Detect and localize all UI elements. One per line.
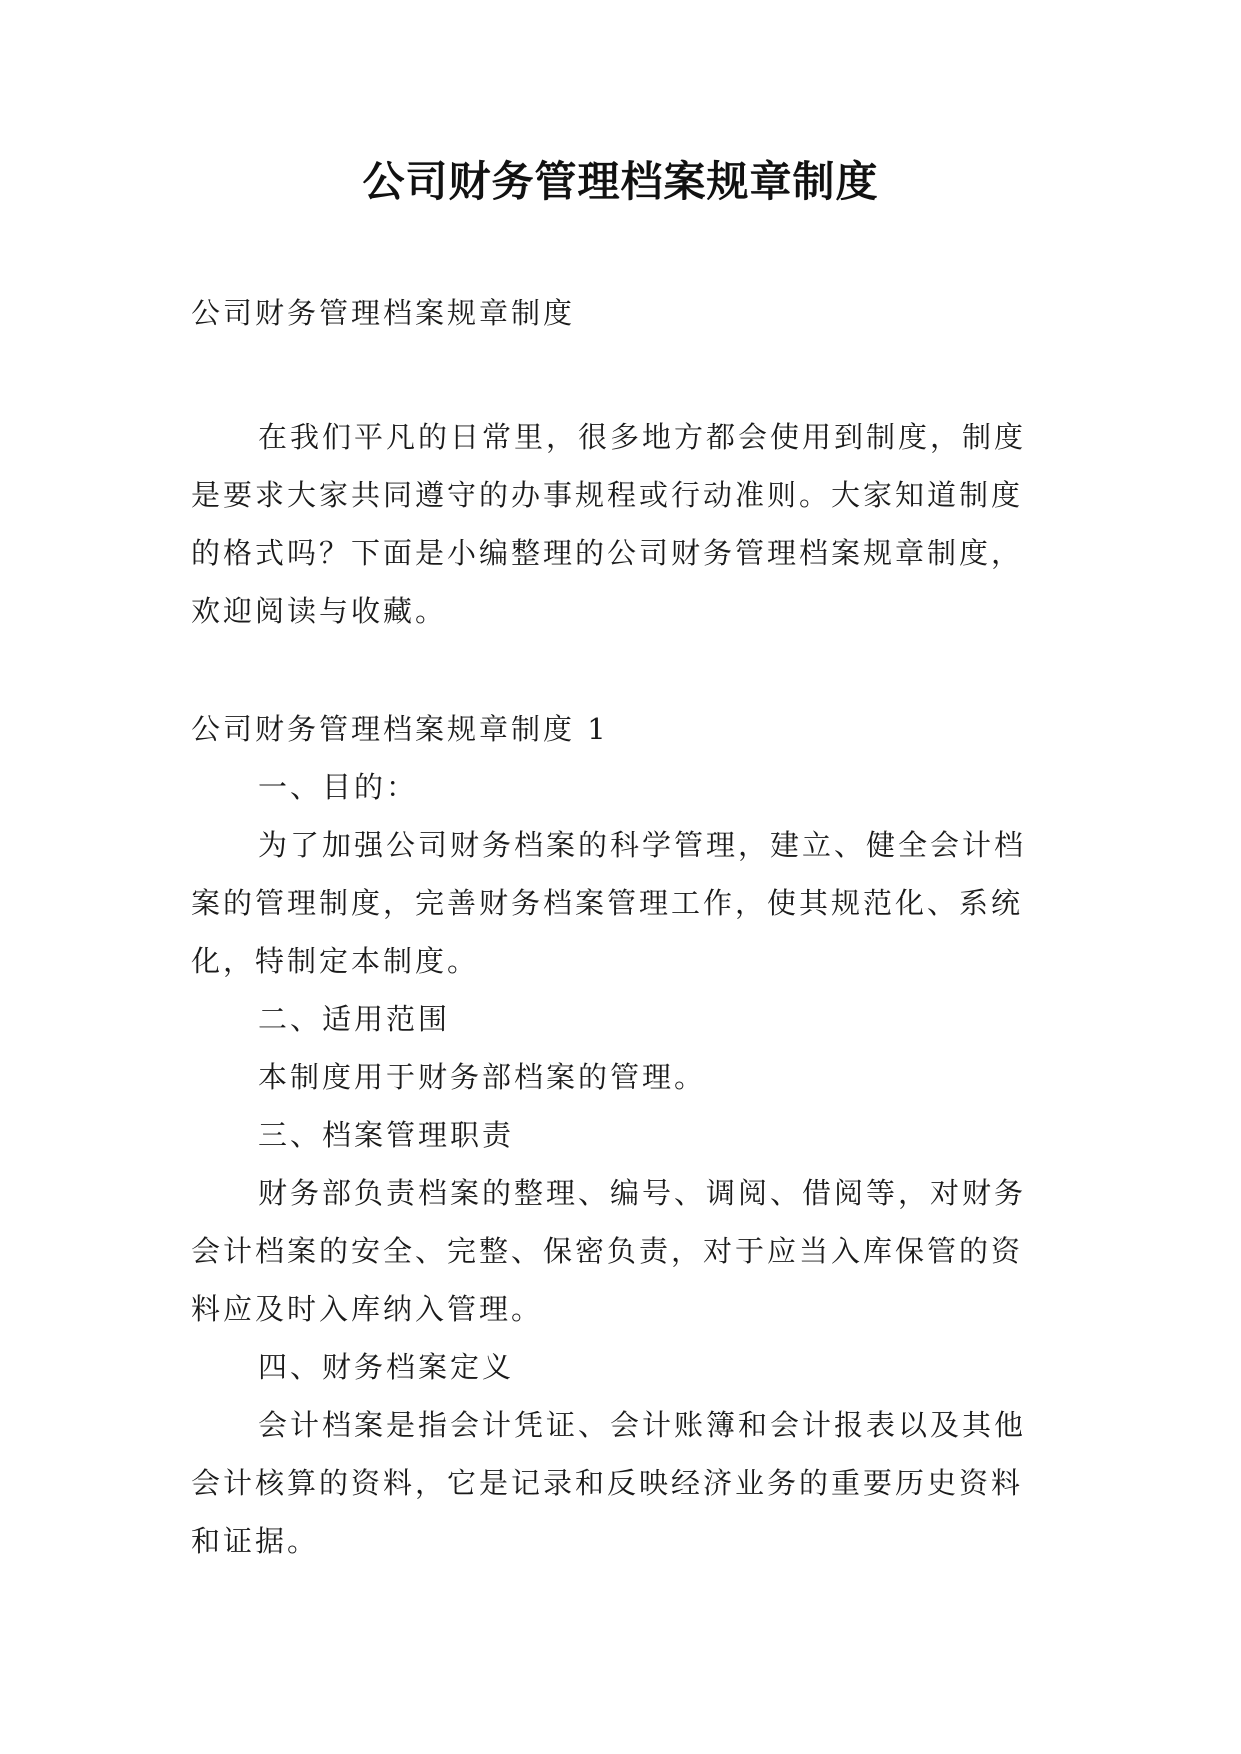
intro-line: 是要求大家共同遵守的办事规程或行动准则。大家知道制度	[191, 478, 1024, 512]
intro-line: 的格式吗？下面是小编整理的公司财务管理档案规章制度，	[191, 536, 1024, 570]
purpose-heading: 一、目的：	[258, 770, 419, 804]
section-1	[191, 700, 1061, 1570]
section-heading: 公司财务管理档案规章制度 1	[191, 712, 609, 746]
purpose-line: 为了加强公司财务档案的科学管理，建立、健全会计档	[258, 828, 1027, 862]
definition-heading: 四、财务档案定义	[258, 1350, 515, 1384]
document-title: 公司财务管理档案规章制度	[362, 157, 879, 206]
duty-line: 会计档案的安全、完整、保密负责，对于应当入库保管的资	[191, 1234, 1024, 1268]
definition-line: 和证据。	[191, 1524, 320, 1558]
definition-line: 会计核算的资料，它是记录和反映经济业务的重要历史资料	[191, 1466, 1024, 1500]
duty-line: 财务部负责档案的整理、编号、调阅、借阅等，对财务	[258, 1176, 1027, 1210]
document-subtitle: 公司财务管理档案规章制度	[191, 296, 576, 330]
definition-line: 会计档案是指会计凭证、会计账簿和会计报表以及其他	[258, 1408, 1027, 1442]
scope-heading: 二、适用范围	[258, 1002, 451, 1036]
intro-line: 欢迎阅读与收藏。	[191, 594, 448, 628]
duty-line: 料应及时入库纳入管理。	[191, 1292, 544, 1326]
intro-line: 在我们平凡的日常里，很多地方都会使用到制度，制度	[258, 420, 1027, 454]
purpose-line: 案的管理制度，完善财务档案管理工作，使其规范化、系统	[191, 886, 1024, 920]
purpose-line: 化，特制定本制度。	[191, 944, 480, 978]
scope-line: 本制度用于财务部档案的管理。	[258, 1060, 707, 1094]
intro-paragraph	[191, 408, 1061, 640]
duty-heading: 三、档案管理职责	[258, 1118, 515, 1152]
